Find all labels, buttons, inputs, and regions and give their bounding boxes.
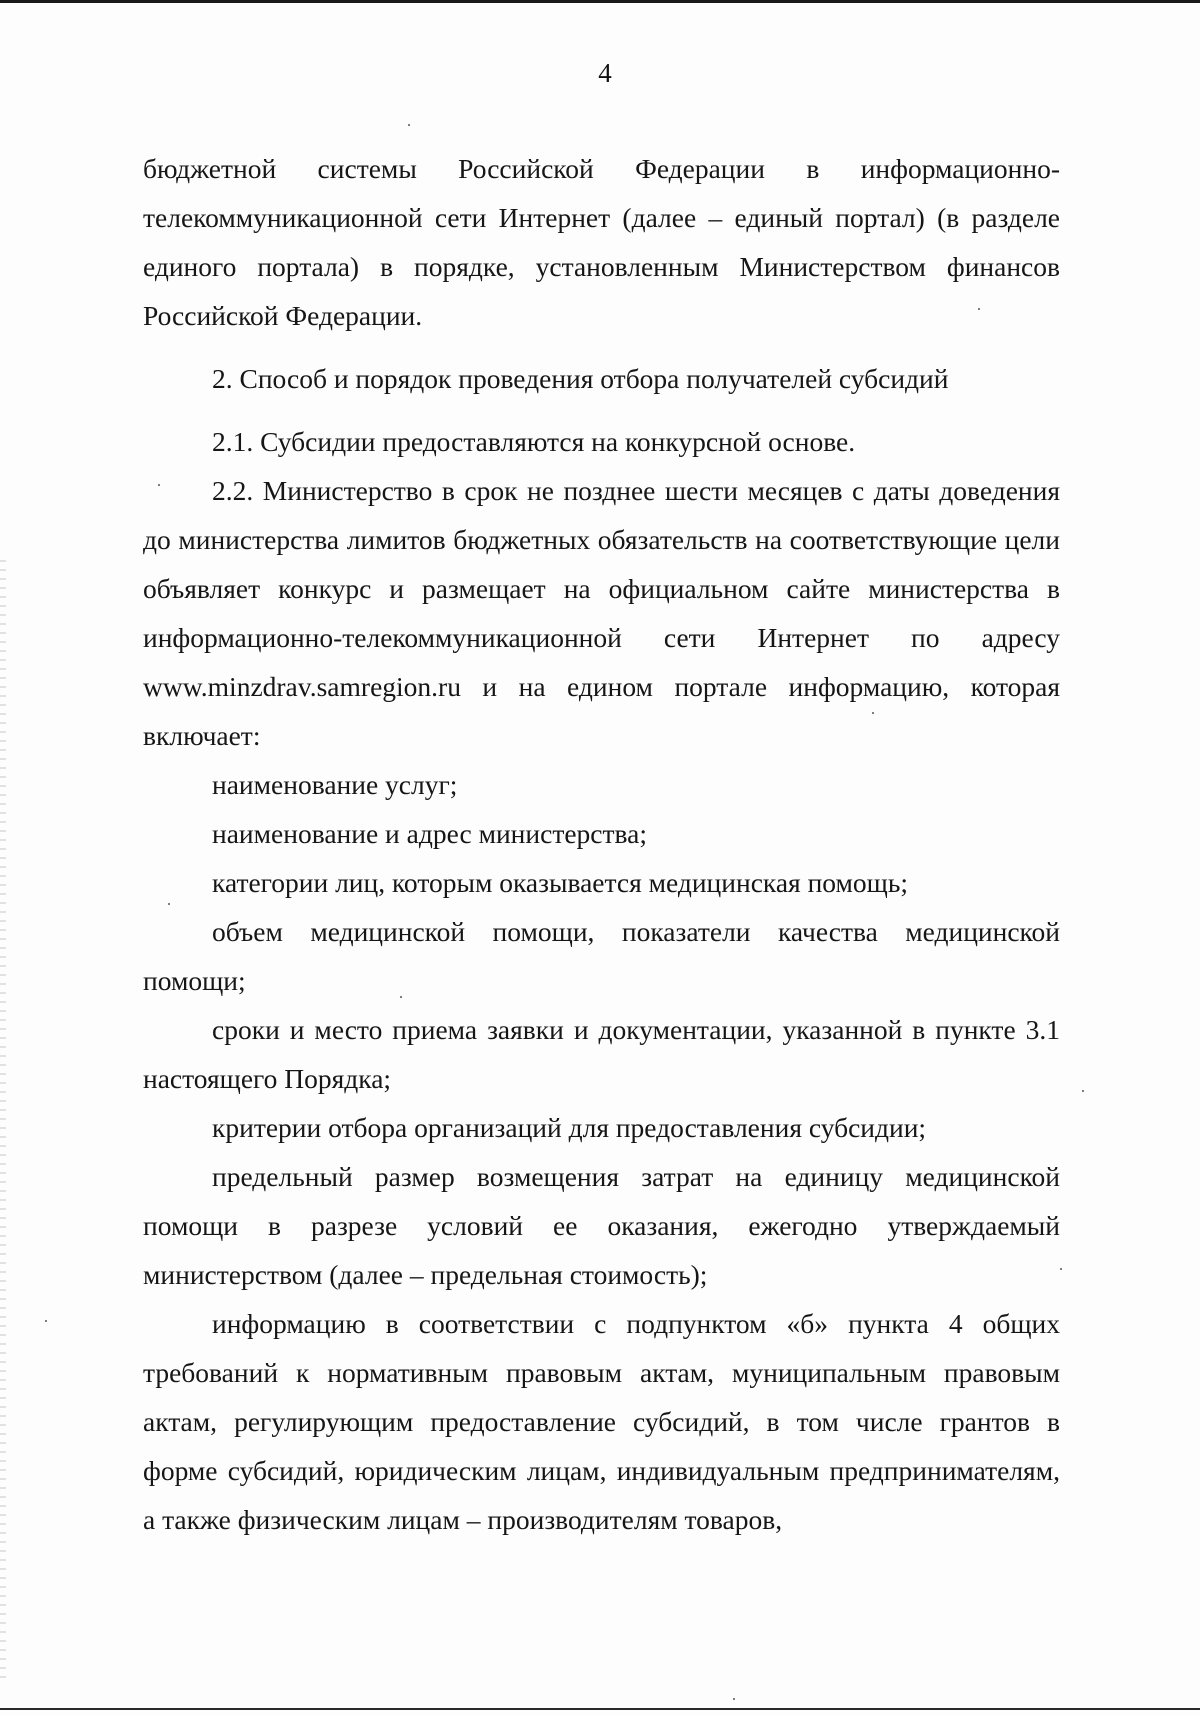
- list-item: информацию в соответствии с подпунктом «б» пункта 4 общих требований к нормативным правовым актам, муниципальным правовым актам, регулирующим предоставление субсидий, в том числе грантов в форме субсидий, юридическим лицам, индивидуальным предпринимателям, а также физическим лицам – производителям товаров,: [143, 1308, 1060, 1535]
- list-item: объем медицинской помощи, показатели качества медицинской помощи;: [143, 916, 1060, 996]
- scan-speck: [1082, 1090, 1084, 1092]
- scan-speck: [168, 903, 170, 905]
- paragraph-2-2: 2.2. Министерство в срок не позднее шести месяцев с даты доведения до министерства лимитов бюджетных обязательств на соответствующие цели объявляет конкурс и размещает на официальном сайте министерства в информационно-телекоммуникационной сети Интернет по адресу www.minzdrav.samregion.ru и на едином портале информацию, которая включает:: [143, 475, 1060, 751]
- scan-bottom-edge: [0, 1708, 1200, 1710]
- page-number: 4: [598, 58, 612, 88]
- list-item: наименование и адрес министерства;: [212, 818, 647, 849]
- paragraph-2-1: 2.1. Субсидии предоставляются на конкурсной основе.: [212, 426, 856, 457]
- list-item: категории лиц, которым оказывается медицинская помощь;: [212, 867, 909, 898]
- scan-speck: [45, 1320, 47, 1322]
- scan-speck: [158, 484, 160, 486]
- list-item: критерии отбора организаций для предоставления субсидии;: [212, 1112, 927, 1143]
- body-text: [143, 144, 1060, 1544]
- scan-speck: [872, 712, 874, 714]
- scan-top-edge: [0, 0, 1200, 3]
- scan-speck: [408, 124, 410, 126]
- scan-speck: [978, 308, 980, 310]
- section-heading: 2. Способ и порядок проведения отбора получателей субсидий: [212, 363, 949, 394]
- list-item: сроки и место приема заявки и документации, указанной в пункте 3.1 настоящего Порядка;: [143, 1014, 1060, 1094]
- scan-speck: [1060, 1268, 1062, 1270]
- list-item: наименование услуг;: [212, 769, 458, 800]
- scan-speck: [400, 996, 402, 998]
- scan-left-edge: [0, 560, 6, 1680]
- paragraph-continuation: бюджетной системы Российской Федерации в информационно-телекоммуникационной сети Интернет (далее – единый портал) (в разделе единого портала) в порядке, установленным Министерством финансов Российской Федерации.: [143, 153, 1060, 331]
- scan-speck: [733, 1698, 735, 1700]
- list-item: предельный размер возмещения затрат на единицу медицинской помощи в разрезе условий ее оказания, ежегодно утверждаемый министерством (далее – предельная стоимость);: [143, 1161, 1060, 1290]
